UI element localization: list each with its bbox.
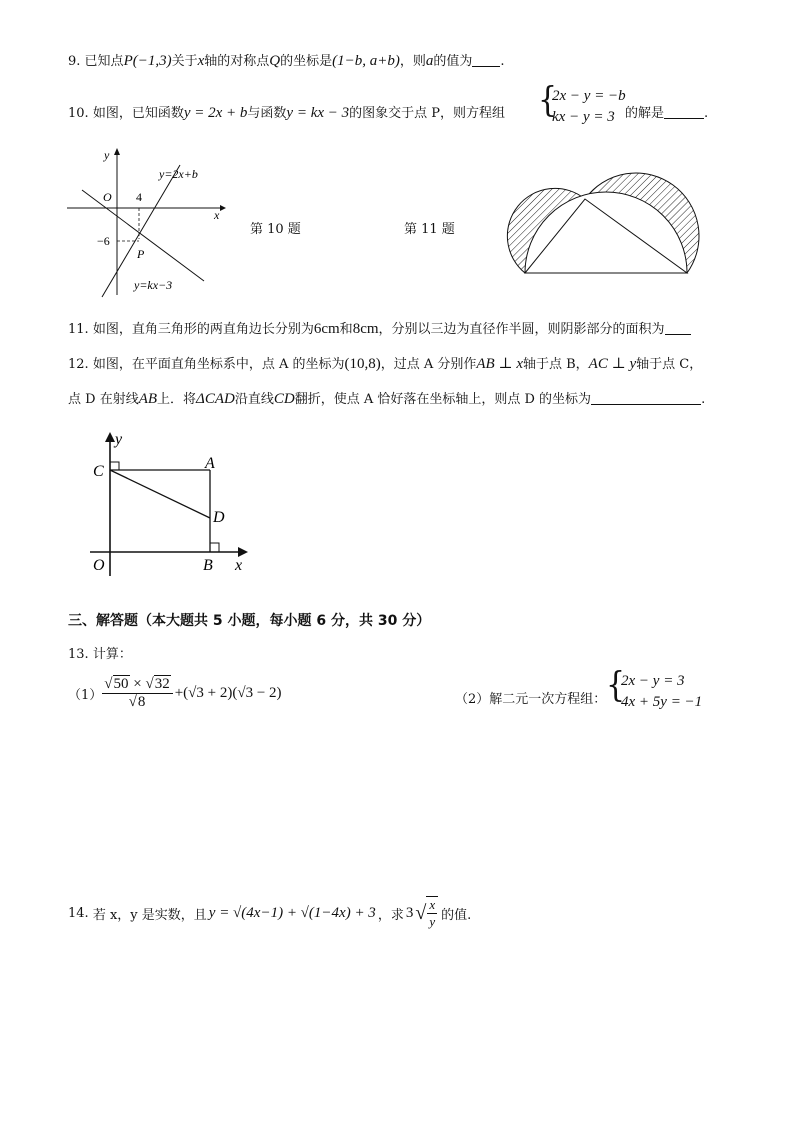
q9-text-3: 轴的对称点	[204, 54, 270, 69]
fig12-label-A: A	[205, 455, 215, 472]
figure-12-coordinate-diagram	[85, 428, 255, 578]
fig12-right-angle-B	[210, 543, 219, 552]
q11-and: 和	[339, 322, 353, 337]
q11-value-2: 8cm	[352, 321, 379, 337]
q10-text-1: 如图，已知函数	[92, 106, 184, 121]
fig10-label-y: y	[104, 148, 110, 162]
q11-answer-blank[interactable]	[665, 322, 691, 335]
fig10-x-arrow	[220, 205, 226, 211]
figure-10-graph	[62, 145, 232, 305]
q10-function-1: y = 2x + b	[183, 105, 248, 121]
q9-coordinate: (1−b, a+b)	[332, 53, 400, 69]
fig12-y-arrow	[105, 432, 115, 442]
q9-point: P(−1,3)	[123, 53, 172, 69]
question-9: 9. 已知点P(−1,3)关于x轴的对称点Q的坐标是(1−b, a+b)，则a的值为 .	[68, 53, 505, 69]
q13-equation-1: 2x − y = 3	[621, 673, 685, 689]
question-12-line-2: 点 D 在射线AB上．将ΔCAD沿直线CD翻折，使点 A 恰好落在坐标轴上，则点 D 的坐标为 .	[68, 391, 706, 407]
q12-triangle-CAD: ΔCAD	[196, 391, 235, 407]
q12-text-2g: 翻折，使点 A 恰好落在坐标轴上，则点 D 的坐标为	[294, 392, 592, 407]
q9-text-6: 的值为	[433, 54, 473, 69]
q13-fraction-numerator: √50 × √32	[102, 676, 172, 694]
fig12-label-O: O	[93, 557, 105, 574]
fig10-label-origin: O	[103, 190, 112, 204]
question-12-line-1	[68, 353, 702, 373]
q14-radical-sign: √	[415, 901, 427, 924]
q9-a: a	[425, 53, 434, 69]
q10-system-brace: {	[538, 80, 558, 121]
q9-text-4: 的坐标是	[280, 54, 333, 69]
q12-text-2a: 点 D 在射线	[68, 392, 139, 407]
fig12-label-D: D	[213, 509, 225, 526]
q9-text-5: ，则	[399, 54, 426, 69]
figure-11-semicircles	[505, 165, 725, 280]
q12-text-1f: 轴于点 C，	[636, 357, 703, 372]
q13-equation-2: 4x + 5y = −1	[621, 694, 703, 710]
q13-system-brace: {	[606, 665, 626, 706]
fig12-segment-CD	[110, 470, 210, 518]
q10-equation-1: 2x − y = −b	[552, 88, 626, 104]
q9-text-2: 关于	[171, 54, 198, 69]
q13-title: 计算：	[92, 647, 132, 662]
q13-fraction-denominator: √8	[128, 694, 146, 710]
q12-text-1b: ，过点 A 分别作	[380, 357, 477, 372]
q12-number: 12.	[68, 357, 89, 372]
q13-fraction	[102, 676, 172, 711]
q14-number: 14.	[68, 905, 89, 921]
q14-coefficient: 3	[405, 904, 414, 921]
fig12-right-angle-C	[110, 462, 119, 470]
q13-equation-system	[621, 671, 702, 713]
q9-Q: Q	[269, 53, 281, 69]
q14-radical-fraction: $\frac{x}{y}$	[426, 896, 438, 930]
q13-part-2-label: （2）解二元一次方程组：	[455, 692, 607, 707]
q9-text-1: 已知点	[84, 54, 124, 69]
fig12-label-B: B	[203, 557, 213, 574]
figure-10-caption: 第 10 题	[250, 222, 301, 237]
q9-x: x	[197, 53, 205, 69]
q14-text-1: 若 x，y 是实数，且	[92, 907, 207, 923]
fig10-label-x: x	[214, 208, 220, 222]
fig10-label-line-2: y=kx−3	[134, 278, 173, 292]
q9-answer-blank[interactable]	[472, 54, 500, 67]
q12-AB-perp: AB ⊥ x	[476, 356, 523, 372]
q10-equation-system	[552, 86, 626, 128]
fig10-label-P: P	[137, 247, 145, 261]
q12-line-CD: CD	[273, 391, 295, 407]
section-3-heading: 三、解答题（本大题共 5 小题，每小题 6 分，共 30 分）	[68, 613, 431, 629]
q10-text-4: 的解是	[625, 106, 665, 121]
q13-part-1-label: （1）	[68, 688, 103, 703]
q14-expression: y = √(4x−1) + √(1−4x) + 3	[208, 904, 376, 921]
q12-text-2e: 沿直线	[234, 392, 274, 407]
figure-11-caption: 第 11 题	[404, 222, 455, 237]
fig12-label-x: x	[235, 557, 243, 574]
fig12-x-arrow	[238, 547, 248, 557]
q14-text-2: ，求	[377, 907, 404, 923]
fig12-label-C: C	[93, 463, 104, 480]
q12-answer-blank[interactable]	[591, 392, 701, 405]
q13-part-1	[68, 676, 282, 711]
q10-text-2: 与函数	[247, 106, 287, 121]
q11-number: 11.	[68, 322, 89, 337]
q13-part-1-rest: +(√3 + 2)(√3 − 2)	[174, 685, 282, 701]
question-14	[68, 896, 471, 930]
q11-text-1: 如图，直角三角形的两直角边长分别为	[92, 322, 314, 337]
q10-function-2: y = kx − 3	[286, 105, 350, 121]
question-10	[68, 102, 505, 122]
q10-number: 10.	[68, 106, 89, 121]
q12-coord-A: (10,8)	[344, 356, 381, 372]
q10-answer-blank[interactable]	[664, 106, 704, 119]
q12-text-2c: 上．将	[157, 392, 197, 407]
q14-text-3: 的值.	[441, 907, 472, 923]
question-11	[68, 318, 691, 338]
q9-number: 9.	[68, 54, 81, 69]
q11-value-1: 6cm	[313, 321, 340, 337]
q10-text-3: 的图象交于点 P，则方程组	[349, 106, 506, 121]
q12-text-1d: 轴于点 B，	[522, 357, 589, 372]
q12-text-1a: 如图，在平面直角坐标系中，点 A 的坐标为	[92, 357, 345, 372]
fig12-label-y: y	[115, 431, 123, 448]
q10-equation-2: kx − y = 3	[552, 109, 615, 125]
q10-tail: 的解是 .	[625, 106, 709, 121]
q12-AC-perp: AC ⊥ y	[588, 356, 637, 372]
question-13-title	[68, 643, 132, 662]
fig10-label-4: 4	[136, 190, 142, 204]
q11-text-2: ，分别以三边为直径作半圆，则阴影部分的面积为	[378, 322, 665, 337]
q12-ray-AB: AB	[138, 391, 158, 407]
q13-number: 13.	[68, 647, 89, 662]
fig10-label-minus-6: −6	[97, 234, 110, 248]
fig10-y-arrow	[114, 148, 120, 155]
fig10-label-line-1: y=2x+b	[159, 167, 198, 181]
